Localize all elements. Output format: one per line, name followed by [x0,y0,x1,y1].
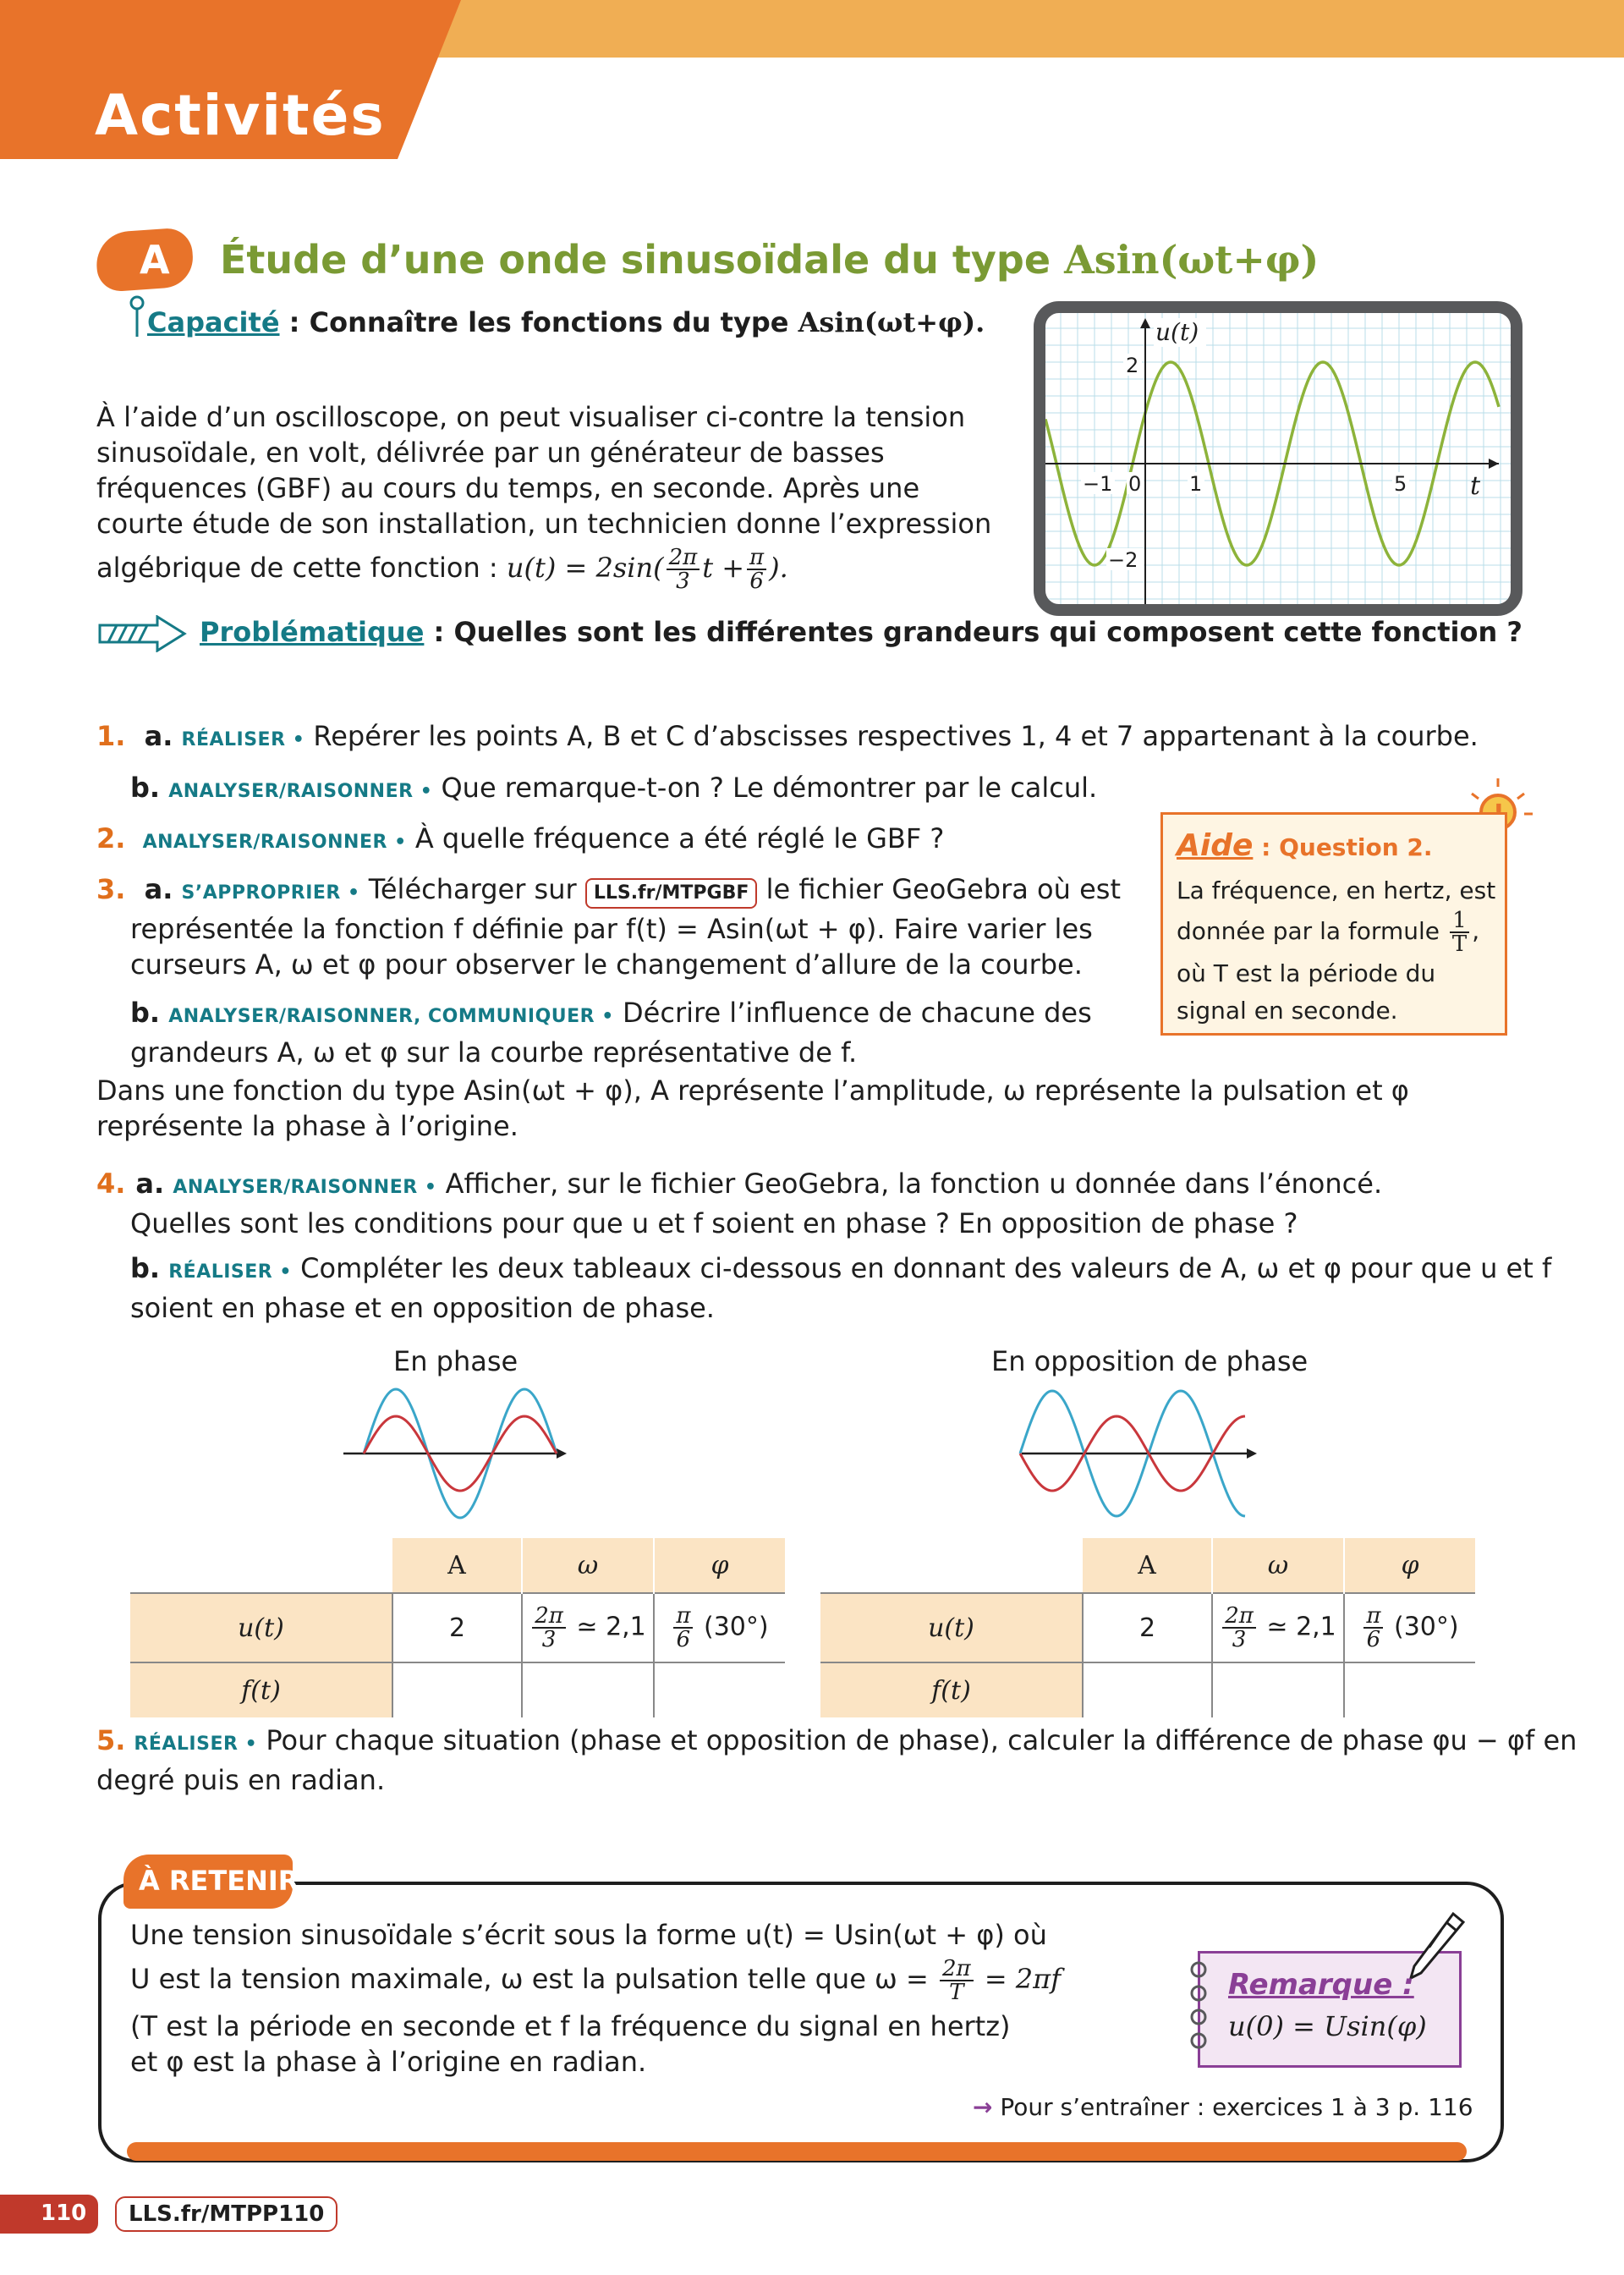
in-phase-title: En phase [393,1345,518,1377]
exercise-link[interactable] [973,2093,1473,2121]
cell-f-phi[interactable] [654,1662,785,1717]
retenir-bottom-bar [127,2142,1467,2161]
tick-x-5: 5 [1394,472,1407,496]
x-axis-label: t [1470,471,1481,501]
section-title [220,237,1319,283]
row-label-f[interactable]: f(t) [130,1662,392,1717]
aide-line: signal en seconde. [1177,997,1398,1025]
question-text: degré puis en radian. [96,1764,386,1796]
question-text: Repérer les points A, B et C d’abscisses respectives 1, 4 et 7 appartenant à la courbe. [304,720,1479,752]
y-axis-label: u(t) [1155,318,1199,346]
arrow-right-icon: → [973,2093,993,2121]
question-1a [96,718,1479,758]
tick-y-minus-2: −2 [1108,548,1138,572]
cell-u-phi: $\frac{\pi}{6}$ (30°) [654,1593,785,1662]
definition-line: Dans une fonction du type Asin(ωt + φ), A représente l’amplitude, ω représente la pulsation et φ [96,1074,1409,1107]
opposition-diagram [1017,1386,1270,1521]
section-title-math: Asin(ωt+φ) [1064,237,1320,283]
exercise-link-text: Pour s’entraîner : exercices 1 à 3 p. 116 [1000,2093,1473,2121]
sub-letter: a. [144,720,173,752]
skill-tag: ANALYSER/RAISONNER • [168,781,433,802]
cell-f-A[interactable] [1083,1662,1212,1717]
question-text: Compléter les deux tableaux ci-dessous en donnant des valeurs de A, ω et φ pour que u et f [291,1252,1552,1284]
y-axis-arrow [1140,318,1150,328]
oscilloscope-screen [1045,313,1511,604]
problematique-label: Problématique [200,616,425,648]
expr-left: u(t) = 2sin( [506,552,664,584]
cell-u-A: 2 [392,1593,522,1662]
problematique-line [200,616,1522,648]
question-number: 3. [96,873,126,905]
question-4b [130,1250,1551,1326]
question-text: Quelles sont les conditions pour que u et f soient en phase ? En opposition de phase ? [130,1207,1298,1239]
sub-letter: b. [130,772,161,804]
cell-u-A: 2 [1083,1593,1212,1662]
footer-link[interactable]: LLS.fr/MTPP110 [115,2196,337,2232]
geogebra-link[interactable]: LLS.fr/MTPGBF [585,878,758,909]
intro-paragraph [96,399,993,592]
skill-tag: ANALYSER/RAISONNER • [142,832,407,853]
aide-line: La fréquence, en hertz, est [1177,876,1496,904]
section-heading: Activités [95,83,386,148]
question-text: Télécharger sur [359,873,585,905]
aide-line: où T est la période du [1177,959,1436,987]
section-title-text: Étude d’une onde sinusoïdale du type [220,237,1065,283]
skill-tag: S’APPROPRIER • [181,882,360,904]
intro-line-expression [96,547,993,592]
question-text: Pour chaque situation (phase et opposition de phase), calculer la différence de phase φu − φf en [257,1724,1577,1756]
aide-line-formula: donnée par la formule $\frac{1}{T}$ , [1177,908,1480,957]
question-3a-cont [130,911,1093,982]
page-number: 110 [41,2201,87,2226]
question-5 [96,1723,1577,1798]
oscilloscope-frame [1034,301,1522,616]
question-text: Afficher, sur le fichier GeoGebra, la fonction u donnée dans l’énoncé. [436,1168,1383,1200]
col-header-A: A [1083,1538,1212,1593]
skill-tag: RÉALISER • [168,1261,292,1283]
question-number: 4. [96,1168,126,1200]
tick-x-minus-1: −1 [1083,472,1113,496]
capacity-label: Capacité [147,306,280,338]
question-3a [96,871,1121,911]
question-number: 5. [96,1724,126,1756]
question-text: À quelle fréquence a été réglé le GBF ? [406,822,945,854]
cell-u-omega: $\frac{2\pi}{3}$ ≃ 2,1 [1212,1593,1344,1662]
fraction-1-T: $\frac{1}{T}$ [1450,909,1469,955]
fraction-2pi-T: $\frac{2\pi}{T}$ [940,1958,974,2003]
retenir-line: Une tension sinusoïdale s’écrit sous la forme u(t) = Usin(ωt + φ) où [130,1919,1047,1951]
sub-letter: b. [130,997,161,1029]
question-3b [130,995,1092,1070]
sub-letter: a. [135,1168,165,1200]
skill-tag: RÉALISER • [181,729,305,750]
question-number: 2. [96,822,126,854]
opposition-title: En opposition de phase [991,1345,1309,1377]
cell-f-A[interactable] [392,1662,522,1717]
fraction-2pi-3: $\frac{2\pi}{3}$ [667,547,700,592]
problematique-text: : Quelles sont les différentes grandeurs qui composent cette fonction ? [424,616,1522,648]
retenir-line: (T est la période en seconde et f la fréquence du signal en hertz) [130,2010,1011,2042]
opposition-table [820,1538,1475,1717]
skill-tag: ANALYSER/RAISONNER, COMMUNIQUER • [168,1006,614,1027]
pencil-icon [1404,1905,1475,1981]
question-number: 1. [96,720,126,752]
question-text: grandeurs A, ω et φ sur la courbe représentative de f. [130,1036,858,1069]
aide-subtitle: : Question 2. [1253,833,1433,861]
question-text: curseurs A, ω et φ pour observer le changement d’allure de la courbe. [130,948,1083,981]
skill-tag: RÉALISER • [134,1734,258,1755]
capacity-math: Asin(ωt+φ). [798,306,985,338]
question-2 [96,821,944,860]
cell-f-phi[interactable] [1344,1662,1475,1717]
row-label-u: u(t) [130,1593,392,1662]
cell-f-omega[interactable] [1212,1662,1344,1717]
intro-line: courte étude de son installation, un technicien donne l’expression [96,508,992,540]
aide-box [1160,812,1507,1036]
intro-line: sinusoïdale, en volt, délivrée par un générateur de basses [96,437,885,469]
intro-line-text: algébrique de cette fonction : [96,552,507,584]
in-phase-table [130,1538,785,1717]
col-header-phi: φ [654,1538,785,1593]
question-text: soient en phase et en opposition de phase. [130,1292,715,1324]
aide-label: Aide [1177,828,1254,863]
col-header-omega: ω [522,1538,654,1593]
sub-letter: b. [130,1252,161,1284]
intro-line: À l’aide d’un oscilloscope, on peut visualiser ci-contre la tension [96,401,966,433]
col-header-phi: φ [1344,1538,1475,1593]
cell-u-omega: $\frac{2\pi}{3}$ ≃ 2,1 [522,1593,654,1662]
definition-line: représente la phase à l’origine. [96,1110,518,1142]
capacity-line [147,306,985,338]
definition-text [96,1073,1409,1144]
cell-f-omega[interactable] [522,1662,654,1717]
expr-right: ). [769,552,788,584]
intro-line: fréquences (GBF) au cours du temps, en seconde. Après une [96,472,920,504]
cell-u-phi: $\frac{\pi}{6}$ (30°) [1344,1593,1475,1662]
aide-title [1177,828,1433,863]
aide-text [1177,872,1495,1030]
tick-x-1: 1 [1189,472,1203,496]
row-label-f[interactable]: f(t) [820,1662,1083,1717]
question-text: Décrire l’influence de chacune des [613,997,1092,1029]
tick-y-2: 2 [1126,354,1139,377]
spiral-binding-icon [1186,1958,1211,2059]
expr-mid: t + [702,552,745,584]
section-letter: A [140,237,170,283]
retenir-text [130,1917,1061,2080]
retenir-line: et φ est la phase à l’origine en radian. [130,2046,647,2078]
capacity-text: : Connaître les fonctions du type [279,306,798,338]
row-label-u: u(t) [820,1593,1083,1662]
fraction-pi-6: $\frac{\pi}{6}$ [747,547,766,592]
question-text: Que remarque-t-on ? Le démontrer par le calcul. [432,772,1098,804]
skill-tag: ANALYSER/RAISONNER • [173,1177,437,1198]
retenir-label: À RETENIR [139,1865,299,1897]
question-text: le fichier GeoGebra où est [757,873,1121,905]
tick-x-0: 0 [1128,472,1142,496]
question-text: représentée la fonction f définie par f(t) = Asin(ωt + φ). Faire varier les [130,913,1093,945]
remarque-text: u(0) = Usin(φ) [1228,2010,1427,2042]
col-header-A: A [392,1538,522,1593]
sub-letter: a. [144,873,173,905]
remarque-title: Remarque : [1228,1968,1414,2002]
col-header-omega: ω [1212,1538,1344,1593]
question-1b [130,770,1097,810]
retenir-line-formula: U est la tension maximale, ω est la pulsation telle que ω = $\frac{2\pi}{T}$ = 2πf [130,1956,1062,2005]
x-axis-arrow [1489,459,1499,469]
pin-icon [127,294,147,340]
question-4a [96,1166,1382,1241]
arrow-icon [96,615,188,652]
in-phase-diagram [338,1386,575,1521]
